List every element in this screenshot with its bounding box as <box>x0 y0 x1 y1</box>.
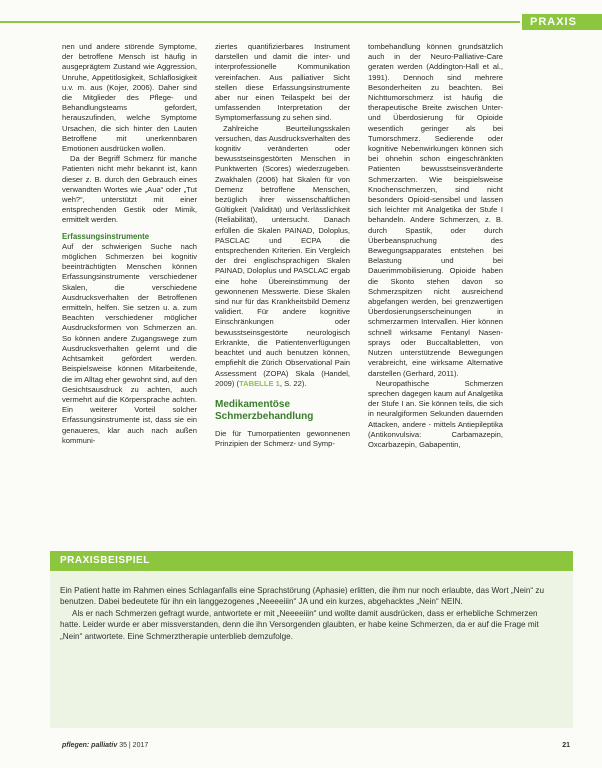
col1-paragraph-3: Auf der schwierigen Suche nach möglichen Schmerzen bei kognitiv beeinträchtigten Menschen können Erfassungsinstrumente verschiedener Skalen, die verschiedene Ausdrucksverhalten der Betroffenen ermitteln, helfen. Sie setzen u. a. zum Beachten verschiedener möglicher Ausdrucksformen von Schmerzen an. So können andere Zugangswege zum Ausdrucksverhalten gelernt und die Achtsamkeit gefördert werden. Beispielsweise können Mitarbeitende, die im Alltag eher gewohnt sind, auf den Gesichtsausdruck zu achten, auch vermehrt auf die Körpersprache achten. Ein weiterer Vorteil solcher Erfassungsinstrumente ist, dass sie ein genaueres, klar auch nach außen kommuni- <box>62 241 197 445</box>
praxisbeispiel-paragraph-2: Als er nach Schmerzen gefragt wurde, antwortete er mit „Neeeeiiin“ und wollte damit ausdrücken, dass er erhebliche Schmerzen hatte. Leider wurde er aber missverstanden, denn die ihn Versorgenden glaubten, er habe keine Schmerzen, da er auf die Frage mit „Nein“ antwortete. Eine Schmerztherapie unterblieb demzufolge. <box>60 608 539 641</box>
col1-paragraph-2: Da der Begriff Schmerz für manche Patienten nicht mehr bekannt ist, kann dieser z. B. durch den Gebrauch eines verwandten Wortes wie „Aua“ oder „Tut weh?“, unterstützt mit einer entsprechenden Gestik oder Mimik, ermittelt werden. <box>62 154 197 225</box>
page-number: 21 <box>562 742 570 749</box>
journal-name: pflegen: palliativ <box>62 742 118 749</box>
top-bar <box>0 14 602 30</box>
table-reference-tail: , S. 22). <box>279 378 307 388</box>
col2-paragraph-1: ziertes quantifizierbares Instrument darstellen und damit die inter- und interprofessionelle Kommunikation vereinfachen. Aus palliativer Sicht stellen diese Erfassungsinstrumente aber nur einen Teilaspekt bei der umfassenden Interpretation der Symptomerfassung zu sehen sind. <box>215 42 350 123</box>
praxisbeispiel-box <box>50 551 573 728</box>
column-3 <box>368 42 503 450</box>
col3-paragraph-2: Neuropathische Schmerzen sprechen dagegen kaum auf Analgetika der Stufe I an. Sie können teils, die sich in neuralgiformen Sekunden dauernden Attacken, andere - mittels Antiepileptika (Antikonvulsiva: Carbamazepin, Oxcarbazepin, Gabapentin, <box>368 378 503 449</box>
praxisbeispiel-body <box>60 585 560 642</box>
footer-journal <box>62 742 148 749</box>
column-2 <box>215 42 350 449</box>
header-rule <box>0 21 520 23</box>
heading-medikamentoese-schmerzbehandlung: Medikamentöse Schmerzbehandlung <box>215 398 314 422</box>
col2-paragraph-3: Die für Tumorpatienten gewonnenen Prinzipien der Schmerz- und Symp- <box>215 428 350 449</box>
section-tab: PRAXIS <box>522 14 602 30</box>
heading-erfassungsinstrumente: Erfassungsinstrumente <box>62 231 150 241</box>
col2-paragraph-2-text: Zahlreiche Beurteilungsskalen versuchen, das Ausdrucksverhalten des kognitiv veränderten oder bewusstseinsgestörten Menschen in Punktwerten (Scores) wiederzugeben. Zwakhalen (2006) hat Skalen für von Demenz betroffene Menschen, bezüglich ihrer wissenschaftlichen Gültigkeit (Validität) und Verlässlichkeit (Reliabilität), untersucht. Danach erfüllen die Skalen PAINAD, Doloplus, PASCLAC und ECPA die entsprechenden Kriterien. Ein Vergleich der drei englischsprachigen Skalen PAINAD, Doloplus und PASCLAC ergab eine hohe Übereinstimmung der gewonnenen Messwerte. Diese Skalen sind nur für das Krankheitsbild Demenz validiert. Für andere kognitive Einschränkungen oder bewusstseinsgestörte neurologisch Erkrankte, die Patientenverfügungen beachtet und auch benutzen können, empfiehlt die Zürich Observational Pain Assessment (ZOPA) Skala (Handel, 2009) <box>215 123 350 388</box>
column-1 <box>62 42 197 446</box>
journal-issue: 35 | 2017 <box>119 742 149 749</box>
col3-paragraph-1: tombehandlung können grundsätzlich auch in der Neuro-Palliative-Care geraten werden (Addington-Hall et al., 1991). Dennoch sind mehrere Besonderheiten zu beachten. Bei Nichttumorschmerz ist häufig die therapeutische Breite zwischen Unter- und Überdosierung für Opioide wesentlich geringer als bei Tumorschmerz. Sedierende oder kognitive Nebenwirkungen können sich bei ohnehin schon eingeschränkten Patienten bewusstseinsveränderte Schmerzarten. Wie beispielsweise Knochenschmerzen, sind nicht besonders Opioid-sensibel und lassen sich leichter mit Analgetika der Stufe I behandeln. Andere Schmerzen, z. B. durch Spastik, oder durch Überbeanspruchung des Bewegungsapparates entstehen bei Belastung und bei Dauerimmobilisierung. Opioide haben die Skonto stehen davon so Schmerzspitzen nicht ausreichend abgefangen werden, bei grenzwertigen Überdosierungserscheinungen in schmerzarmen Intervallen. Hier können schnell wirksame Fentanyl Nasen-sprays oder Buccaltabletten, von Nutzen unterstützende Bewegungen verabreicht, eine wirksame Alternative darstellen (Gerhard, 2011). <box>368 42 503 378</box>
praxisbeispiel-title: PRAXISBEISPIEL <box>50 551 573 571</box>
col2-paragraph-2: Zahlreiche Beurteilungsskalen versuchen, das Ausdrucksverhalten des kognitiv veränderten oder bewusstseinsgestörten Menschen in Punktwerten (Scores) wiederzugeben. Zwakhalen (2006) hat Skalen für von Demenz betroffene Menschen, bezüglich ihrer wissenschaftlichen Gültigkeit (Validität) und Verlässlichkeit (Reliabilität), untersucht. Danach erfüllen die Skalen PAINAD, Doloplus, PASCLAC und ECPA die entsprechenden Kriterien. Ein Vergleich der drei englischsprachigen Skalen PAINAD, Doloplus und PASCLAC ergab eine hohe Übereinstimmung der gewonnenen Messwerte. Diese Skalen sind nur für das Krankheitsbild Demenz validiert. Für andere kognitive Einschränkungen oder bewusstseinsgestörte neurologisch Erkrankte, die Patientenverfügungen beachtet und auch benutzen können, empfiehlt die Zürich Observational Pain Assessment (ZOPA) Skala (Handel, 2009) (TABELLE 1, S. 22). <box>215 123 350 388</box>
col1-paragraph-1: nen und andere störende Symptome, der betroffene Mensch ist häufig in ausgeprägtem Zustand wie Aggression, Unruhe, Appetitlosigkeit, Schlaflosigkeit u.v. m. aus (Kojer, 2006). Daher sind die Mitglieder des Pflege- und Behandlungsteams gefordert, herauszufinden, welche Symptome Ursachen, die sich hinter den Lauten Betroffene mit unerkennbaren Emotionen ausdrücken wollen. <box>62 42 197 154</box>
table-reference-link[interactable]: TABELLE 1 <box>239 378 280 388</box>
praxisbeispiel-paragraph-1: Ein Patient hatte im Rahmen eines Schlaganfalls eine Sprachstörung (Aphasie) erlitten, die ihm nur noch erlaubte, das Wort „Nein“ zu benutzen. Dabei bedeutete für ihn ein langgezogenes „Neeeeiiin“ JA und ein kurzes, abgehacktes „Nein“ NEIN. <box>60 586 545 607</box>
